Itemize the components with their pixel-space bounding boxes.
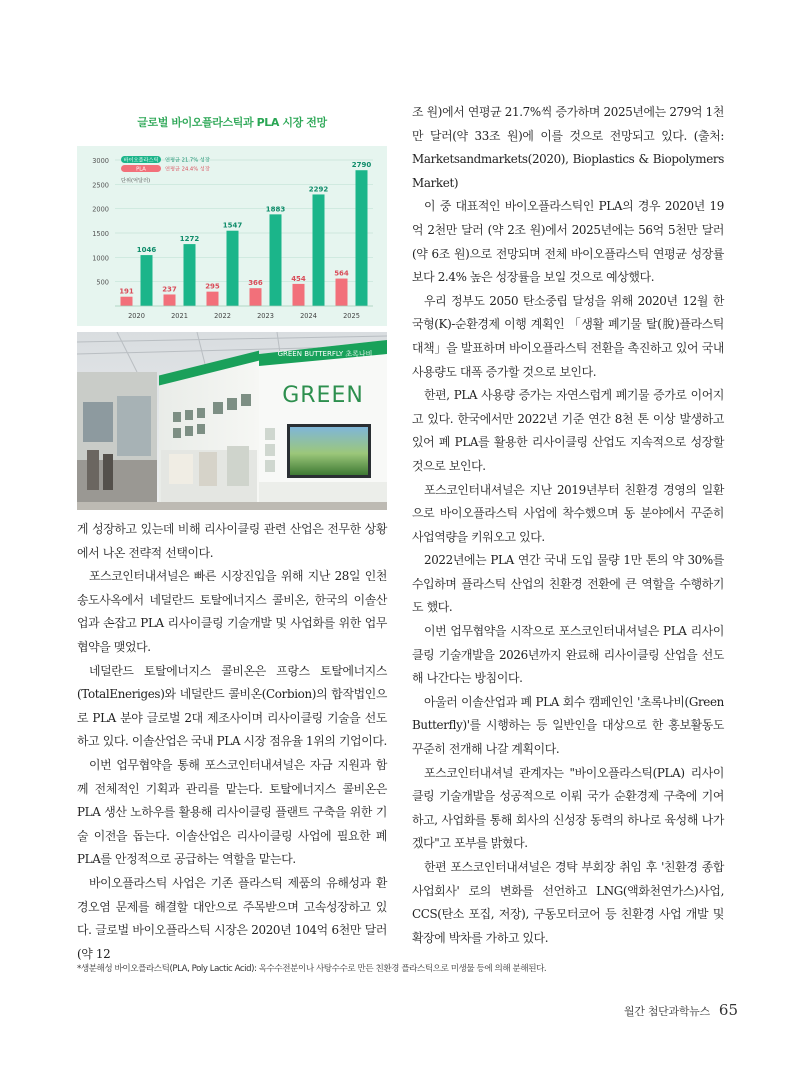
paragraph: 이 중 대표적인 바이오플라스틱인 PLA의 경우 2020년 19억 2천만 달러 (약 2조 원)에서 2025년에는 56억 5천만 달러(약 6조 원)으로 전망되며 전체 바이오플라스틱 연평균 성장률보다 2.4% 높은 성장률을 보일 것으로 예상했다. (412, 199, 724, 285)
y-tick-label: 500 (96, 278, 109, 287)
paragraph: 포스코인터내셔널은 지난 2019년부터 친환경 경영의 일환으로 바이오플라스틱 사업에 착수했으며 동 분야에서 꾸준히 사업역량을 키워오고 있다. (412, 482, 724, 544)
journal-name: 월간 첨단과학뉴스 (624, 1005, 710, 1018)
bar-pla (293, 284, 305, 306)
exhibition-booth-photo (77, 332, 387, 510)
legend-note: 연평균 24.4% 성장 (165, 166, 210, 173)
legend-note: 연평균 21.7% 성장 (165, 157, 210, 164)
data-label-bioplastic: 1547 (222, 221, 243, 230)
data-label-bioplastic: 2292 (308, 185, 329, 194)
data-label-pla: 191 (119, 287, 134, 296)
booth-illustration (77, 332, 387, 510)
booth-sign-text: GREEN (282, 383, 364, 408)
paragraph: 포스코인터내셔널 관계자는 "바이오플라스틱(PLA) 리사이클링 기술개발을 성공적으로 이뤄 국가 순환경제 구축에 기여하고, 사업화를 통해 회사의 신성장 동력의 하나로 육성해 나가겠다"고 포부를 밝혔다. (412, 765, 724, 851)
x-tick-label: 2025 (343, 312, 360, 320)
legend-entry: 바이오플라스틱 (123, 157, 159, 164)
data-label-bioplastic: 1883 (265, 205, 286, 214)
chart-title: 글로벌 바이오플라스틱과 PLA 시장 전망 (137, 116, 327, 129)
bar-bioplastic (356, 170, 368, 306)
data-label-pla: 564 (334, 269, 349, 278)
bar-pla (250, 288, 262, 306)
data-label-pla: 454 (291, 274, 306, 283)
page-footer (624, 1000, 738, 1019)
legend-entry: PLA (136, 166, 146, 173)
bar-bioplastic (184, 244, 196, 306)
paragraph: 이번 업무협약을 통해 포스코인터내셔널은 자금 지원과 함께 전체적인 기획과 관리를 맡는다. 토탈에너지스 콜비온은 PLA 생산 노하우를 활용해 리사이클링 플랜트 구축을 위한 기술 이전을 돕는다. 이솔산업은 리사이클링 사업에 필요한 폐 PLA를 안정적으로 공급하는 역할을 맡는다. (77, 757, 387, 867)
bar-bioplastic (141, 255, 153, 306)
right-text-column (412, 101, 724, 950)
paragraph: 2022년에는 PLA 연간 국내 도입 물량 1만 톤의 약 30%를 수입하며 플라스틱 산업의 친환경 전환에 큰 역할을 수행하기도 했다. (412, 553, 724, 615)
x-tick-label: 2022 (214, 312, 231, 320)
paragraph: 아울러 이솔산업과 폐 PLA 회수 캠페인인 '초록나비(Green Butterfly)'를 시행하는 등 일반인을 대상으로 한 홍보활동도 꾸준히 전개해 나갈 계획이다. (412, 694, 724, 757)
chart-panel (77, 146, 387, 326)
bar-pla (207, 292, 219, 306)
y-tick-label: 1500 (92, 230, 109, 238)
page-number: 65 (718, 1001, 738, 1019)
paragraph: 게 성장하고 있는데 비해 리사이클링 관련 산업은 전무한 상황에서 나온 전략적 선택이다. (77, 522, 387, 560)
footnote: *생분해성 바이오플라스틱(PLA, Poly Lactic Acid): 옥수수전분이나 사탕수수로 만든 친환경 플라스틱으로 미생물 등에 의해 분해된다. (77, 964, 547, 974)
left-text-column (77, 518, 387, 966)
bar-pla (164, 294, 176, 306)
paragraph: 한편, PLA 사용량 증가는 자연스럽게 폐기물 증가로 이어지고 있다. 한국에서만 2022년 기준 연간 8천 톤 이상 발생하고 있어 폐 PLA를 활용한 리사이클링 산업도 지속적으로 성장할 것으로 보인다. (412, 388, 724, 473)
y-tick-label: 2000 (92, 205, 109, 214)
paragraph: 이번 업무협약을 시작으로 포스코인터내셔널은 PLA 리사이클링 기술개발을 2026년까지 완료해 리사이클링 산업을 선도해 나간다는 방침이다. (412, 624, 724, 686)
paragraph: 우리 정부도 2050 탄소중립 달성을 위해 2020년 12월 한국형(K)-순환경제 이행 계획인 「생활 폐기물 탈(脫)플라스틱 대책」을 발표하며 바이오플라스틱 전환을 촉진하고 있어 국내 사용량도 대폭 증가할 것으로 보인다. (412, 293, 724, 379)
paragraph: 한편 포스코인터내셔널은 경탁 부회장 취임 후 '친환경 종합사업회사' 로의 변화를 선언하고 LNG(액화천연가스)사업, CCS(탄소 포집, 저장), 구동모터코어 등 친환경 사업 개발 및 확장에 박차를 가하고 있다. (412, 860, 724, 945)
y-tick-label: 1000 (92, 254, 109, 263)
paragraph: 포스코인터내셔널은 빠른 시장진입을 위해 지난 28일 인천 송도사옥에서 네덜란드 토탈에너지스 콜비온, 한국의 이솔산업과 손잡고 PLA 리사이클링 기술개발 및 사업화를 위한 업무협약을 맺었다. (77, 569, 387, 654)
x-tick-label: 2023 (257, 312, 274, 320)
paragraph: 조 원)에서 연평균 21.7%씩 증가하며 2025년에는 279억 1천만 달러(약 33조 원)에 이를 것으로 전망되고 있다. (출처: Marketsandmarkets(2020), Bioplastics & Biopolymers Market) (412, 105, 724, 190)
bar-bioplastic (270, 214, 282, 306)
data-label-bioplastic: 1046 (136, 246, 157, 255)
bar-bioplastic (227, 231, 239, 306)
paragraph: 바이오플라스틱 사업은 기존 플라스틱 제품의 유해성과 환경오염 문제를 해결할 대안으로 주목받으며 고속성장하고 있다. 글로벌 바이오플라스틱 시장은 2020년 104억 6천만 달러(약 12 (77, 875, 387, 961)
unit-label: 단위(억달러) (121, 178, 151, 184)
bar-bioplastic (313, 194, 325, 306)
data-label-pla: 366 (248, 279, 263, 288)
chart-svg (77, 146, 387, 326)
y-tick-label: 3000 (92, 157, 109, 165)
data-label-bioplastic: 1272 (179, 235, 200, 244)
x-tick-label: 2020 (128, 312, 145, 320)
data-label-pla: 237 (162, 285, 177, 294)
data-label-bioplastic: 2790 (351, 161, 372, 170)
bar-pla (336, 279, 348, 306)
market-forecast-chart (77, 110, 387, 326)
paragraph: 네덜란드 토탈에너지스 콜비온은 프랑스 토탈에너지스(TotalEneriges)와 네덜란드 콜비온(Corbion)의 합작법인으로 PLA 분야 글로벌 2대 제조사이며 리사이클링 기술을 선도하고 있다. 이솔산업은 국내 PLA 시장 점유율 1위의 기업이다. (77, 663, 387, 749)
data-label-pla: 295 (205, 282, 220, 291)
bar-pla (121, 297, 133, 306)
x-tick-label: 2021 (171, 312, 188, 320)
y-tick-label: 2500 (92, 181, 109, 190)
booth-banner-text: GREEN BUTTERFLY 초록나비 (277, 350, 373, 358)
x-tick-label: 2024 (300, 312, 317, 320)
